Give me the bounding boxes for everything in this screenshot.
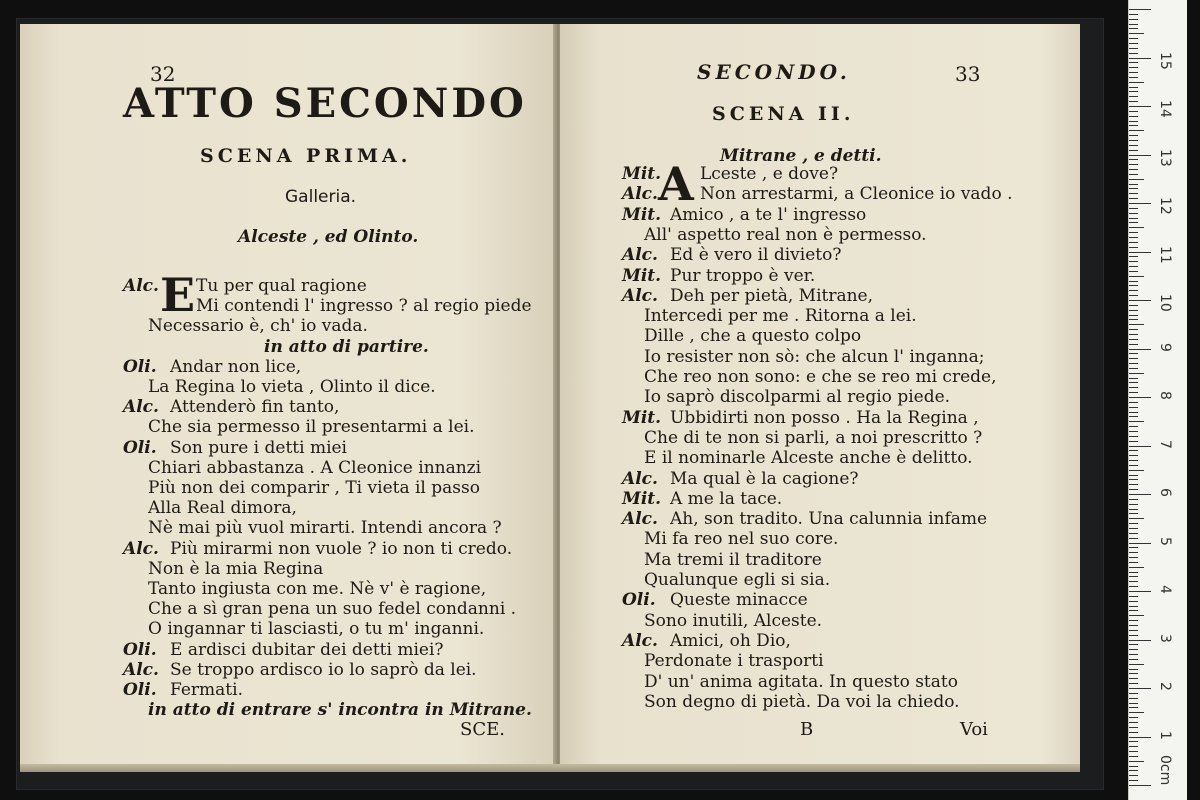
ruler-tick xyxy=(1129,159,1138,160)
ruler-tick xyxy=(1129,504,1138,505)
verse-line: Perdonate i trasporti xyxy=(644,651,824,672)
ruler-tick xyxy=(1129,339,1138,340)
ruler-tick xyxy=(1129,499,1138,500)
ruler-tick xyxy=(1129,688,1151,689)
ruler-tick xyxy=(1129,581,1138,582)
ruler-tick xyxy=(1129,319,1138,320)
ruler-tick xyxy=(1129,557,1138,558)
ruler-tick xyxy=(1129,756,1138,757)
ruler-tick xyxy=(1129,290,1138,291)
verse-line: Più non dei comparir , Ti vieta il passo xyxy=(148,478,480,498)
verse-line: Chiari abbastanza . A Cleonice innanzi xyxy=(148,457,482,478)
ruler-tick xyxy=(1129,96,1138,97)
ruler-tick xyxy=(1129,150,1138,151)
verse-line: Queste minacce xyxy=(670,590,808,611)
ruler-tick xyxy=(1129,455,1138,456)
ruler-tick xyxy=(1129,232,1138,233)
ruler-tick xyxy=(1129,717,1138,718)
characters: Mitrane , e detti. xyxy=(720,146,882,166)
ruler-tick xyxy=(1129,358,1138,359)
ruler-tick xyxy=(1129,91,1138,92)
ruler-tick xyxy=(1129,766,1138,767)
ruler-tick xyxy=(1129,203,1151,204)
verse-line: O ingannar ti lasciasti, o tu m' inganni. xyxy=(148,619,485,640)
left-page xyxy=(20,24,556,764)
ruler-tick xyxy=(1129,489,1138,490)
measuring-ruler xyxy=(1128,0,1187,800)
verse-line: Non arrestarmi, a Cleonice io vado . xyxy=(700,184,1013,205)
ruler-tick xyxy=(1129,174,1138,175)
ruler-tick xyxy=(1129,586,1138,587)
ruler-tick xyxy=(1129,344,1138,345)
ruler-tick xyxy=(1129,402,1138,403)
ruler-tick xyxy=(1129,523,1138,524)
ruler-tick xyxy=(1129,572,1138,573)
verse-line: D' un' anima agitata. In questo stato xyxy=(644,671,958,692)
ruler-tick xyxy=(1129,484,1138,485)
ruler-tick xyxy=(1129,465,1138,466)
ruler-number: 3 xyxy=(1157,633,1173,643)
verse-line: Che a sì gran pena un suo fedel condanni . xyxy=(148,599,517,620)
verse-line: Non è la mia Regina xyxy=(148,558,324,579)
ruler-tick xyxy=(1129,761,1144,762)
ruler-tick xyxy=(1129,494,1151,495)
speaker-label: Oli. xyxy=(123,437,157,458)
ruler-tick xyxy=(1129,28,1138,29)
ruler-tick xyxy=(1129,567,1144,568)
ruler-tick xyxy=(1129,509,1138,510)
verse-line: Fermati. xyxy=(170,680,243,700)
ruler-tick xyxy=(1129,38,1138,39)
ruler-tick xyxy=(1129,48,1138,49)
verse-line: Necessario è, ch' io vada. xyxy=(148,316,368,337)
ruler-number: 11 xyxy=(1157,245,1173,264)
speaker-label: Oli. xyxy=(123,639,157,660)
scene-title: SCENA PRIMA. xyxy=(200,145,412,167)
ruler-tick xyxy=(1129,155,1151,156)
speaker-label: Mit. xyxy=(622,204,662,225)
ruler-tick xyxy=(1129,14,1138,15)
ruler-tick xyxy=(1129,693,1138,694)
ruler-tick xyxy=(1129,635,1138,636)
ruler-number: 8 xyxy=(1157,391,1173,400)
speaker-label: Alc. xyxy=(123,276,159,296)
ruler-tick xyxy=(1129,111,1138,112)
stage-direction: in atto di entrare s' incontra in Mitrane. xyxy=(148,700,532,721)
verse-line: Intercedi per me . Ritorna a lei. xyxy=(644,306,917,327)
verse-line: Ed è vero il divieto? xyxy=(670,245,842,266)
ruler-tick xyxy=(1129,218,1138,219)
verse-line: A me la tace. xyxy=(670,488,783,509)
characters: Alceste , ed Olinto. xyxy=(238,227,419,247)
speaker-label: Oli. xyxy=(622,590,656,611)
ruler-tick xyxy=(1129,101,1138,102)
ruler-tick xyxy=(1129,421,1144,422)
speaker-label: Alc. xyxy=(622,184,658,205)
ruler-tick xyxy=(1129,543,1151,544)
ruler-tick xyxy=(1129,135,1138,136)
ruler-tick xyxy=(1129,518,1144,519)
ruler-tick xyxy=(1129,392,1138,393)
verse-line: Tanto ingiusta con me. Nè v' è ragione, xyxy=(148,579,487,599)
ruler-tick xyxy=(1129,441,1138,442)
ruler-tick xyxy=(1129,770,1138,771)
ruler-tick xyxy=(1129,513,1138,514)
verse-line: Deh per pietà, Mitrane, xyxy=(670,285,874,306)
ruler-number: 15 xyxy=(1157,51,1173,70)
ruler-tick xyxy=(1129,397,1151,398)
ruler-number: 13 xyxy=(1157,148,1173,167)
ruler-tick xyxy=(1129,363,1138,364)
ruler-tick xyxy=(1129,62,1138,63)
ruler-tick xyxy=(1129,640,1151,641)
verse-line: La Regina lo vieta , Olinto il dice. xyxy=(148,377,436,397)
ruler-tick xyxy=(1129,528,1138,529)
verse-line: Io resister non sò: che alcun l' inganna; xyxy=(644,346,985,367)
ruler-tick xyxy=(1129,53,1138,54)
speaker-label: Mit. xyxy=(622,407,662,428)
ruler-tick xyxy=(1129,237,1138,238)
ruler-tick xyxy=(1129,785,1151,786)
ruler-tick xyxy=(1129,349,1151,350)
ruler-tick xyxy=(1129,242,1138,243)
right-page xyxy=(560,24,1080,764)
ruler-tick xyxy=(1129,775,1138,776)
ruler-tick xyxy=(1129,179,1144,180)
ruler-number: 1 xyxy=(1157,730,1173,740)
ruler-tick xyxy=(1129,256,1138,257)
catchword: Voi xyxy=(960,719,988,740)
ruler-tick xyxy=(1129,305,1138,306)
ruler-tick xyxy=(1129,678,1138,679)
ruler-tick xyxy=(1129,659,1138,660)
ruler-tick xyxy=(1129,77,1138,78)
verse-line: Son degno di pietà. Da voi la chiedo. xyxy=(644,691,960,712)
ruler-number: 2 xyxy=(1157,682,1173,691)
ruler-tick xyxy=(1129,737,1151,738)
ruler-tick xyxy=(1129,601,1138,602)
speaker-label: Alc. xyxy=(123,659,159,680)
ruler-tick xyxy=(1129,276,1144,277)
ruler-tick xyxy=(1129,431,1138,432)
ruler-tick xyxy=(1129,261,1138,262)
verse-line: Dille , che a questo colpo xyxy=(644,326,862,347)
ruler-tick xyxy=(1129,387,1138,388)
ruler-number: 10 xyxy=(1157,294,1173,312)
ruler-tick xyxy=(1129,315,1138,316)
speaker-label: Alc. xyxy=(123,397,159,418)
speaker-label: Alc. xyxy=(622,245,658,266)
ruler-tick xyxy=(1129,683,1138,684)
ruler-tick xyxy=(1129,285,1138,286)
ruler-number: 0cm xyxy=(1157,755,1173,786)
ruler-tick xyxy=(1129,106,1151,107)
speaker-label: Oli. xyxy=(123,680,157,700)
verse-line: Ma qual è la cagione? xyxy=(670,468,859,489)
ruler-number: 14 xyxy=(1157,100,1173,118)
ruler-tick xyxy=(1129,615,1144,616)
ruler-tick xyxy=(1129,412,1138,413)
ruler-tick xyxy=(1129,475,1138,476)
verse-line: Più mirarmi non vuole ? io non ti credo. xyxy=(170,538,513,559)
verse-line: Che sia permesso il presentarmi a lei. xyxy=(148,417,475,438)
speaker-label: Oli. xyxy=(123,356,157,377)
verse-line: Alla Real dimora, xyxy=(148,498,297,519)
ruler-tick xyxy=(1129,576,1138,577)
ruler-tick xyxy=(1129,58,1151,59)
ruler-number: 7 xyxy=(1157,439,1173,449)
ruler-tick xyxy=(1129,407,1138,408)
ruler-tick xyxy=(1129,533,1138,534)
ruler-tick xyxy=(1129,213,1138,214)
verse-line: Amico , a te l' ingresso xyxy=(670,204,867,225)
ruler-tick xyxy=(1129,247,1138,248)
ruler-tick xyxy=(1129,649,1138,650)
ruler-tick xyxy=(1129,669,1138,670)
speaker-label: Alc. xyxy=(123,538,159,559)
speaker-label: Alc. xyxy=(622,509,658,530)
ruler-tick xyxy=(1129,562,1138,563)
ruler-tick xyxy=(1129,82,1144,83)
ruler-tick xyxy=(1129,446,1151,447)
ruler-tick xyxy=(1129,727,1138,728)
ruler-tick xyxy=(1129,751,1138,752)
ruler-tick xyxy=(1129,227,1144,228)
ruler-tick xyxy=(1129,703,1138,704)
ruler-tick xyxy=(1129,184,1138,185)
ruler-tick xyxy=(1129,310,1138,311)
ruler-tick xyxy=(1129,547,1138,548)
verse-line: Son pure i detti miei xyxy=(170,437,347,458)
ruler-tick xyxy=(1129,596,1138,597)
ruler-tick xyxy=(1129,271,1138,272)
ruler-tick xyxy=(1129,698,1138,699)
verse-line: Tu per qual ragione xyxy=(196,276,367,296)
verse-line: Qualunque egli si sia. xyxy=(644,570,831,590)
verse-line: Mi contendi l' ingresso ? al regio piede xyxy=(196,296,532,317)
running-head: SECONDO. xyxy=(697,60,851,84)
ruler-tick xyxy=(1129,373,1144,374)
ruler-tick xyxy=(1129,116,1138,117)
ruler-tick xyxy=(1129,222,1138,223)
speaker-label: Alc. xyxy=(622,285,658,306)
ruler-tick xyxy=(1129,208,1138,209)
signature-mark: B xyxy=(800,719,814,740)
ruler-tick xyxy=(1129,266,1138,267)
setting: Galleria. xyxy=(285,187,357,207)
speaker-label: Mit. xyxy=(622,265,662,286)
ruler-tick xyxy=(1129,87,1138,88)
verse-line: All' aspetto real non è permesso. xyxy=(644,224,927,245)
ruler-tick xyxy=(1129,145,1138,146)
ruler-tick xyxy=(1129,295,1138,296)
ruler-tick xyxy=(1129,193,1138,194)
ruler-tick xyxy=(1129,591,1151,592)
ruler-tick xyxy=(1129,67,1138,68)
ruler-tick xyxy=(1129,538,1138,539)
ruler-tick xyxy=(1129,33,1144,34)
ruler-tick xyxy=(1129,164,1138,165)
ruler-tick xyxy=(1129,712,1144,713)
ruler-tick xyxy=(1129,741,1138,742)
ruler-tick xyxy=(1129,125,1138,126)
ruler-tick xyxy=(1129,19,1138,20)
ruler-tick xyxy=(1129,460,1138,461)
ruler-tick xyxy=(1129,746,1138,747)
ruler-tick xyxy=(1129,188,1138,189)
ruler-tick xyxy=(1129,368,1138,369)
page-number: 33 xyxy=(955,62,981,86)
verse-line: Sono inutili, Alceste. xyxy=(644,610,823,631)
verse-line: Mi fa reo nel suo core. xyxy=(644,529,839,550)
ruler-tick xyxy=(1129,43,1138,44)
ruler-number: 4 xyxy=(1157,585,1173,594)
ruler-tick xyxy=(1129,707,1138,708)
verse-line: Andar non lice, xyxy=(170,356,302,377)
ruler-number: 5 xyxy=(1157,536,1173,546)
ruler-tick xyxy=(1129,252,1151,253)
scene-title: SCENA II. xyxy=(712,103,855,125)
ruler-tick xyxy=(1129,780,1138,781)
ruler-tick xyxy=(1129,416,1138,417)
ruler-tick xyxy=(1129,654,1138,655)
ruler-tick xyxy=(1129,72,1138,73)
catchword: SCE. xyxy=(460,719,505,740)
stage-direction: in atto di partire. xyxy=(264,336,429,357)
verse-line: Pur troppo è ver. xyxy=(670,265,816,286)
open-book xyxy=(20,24,1086,776)
ruler-tick xyxy=(1129,300,1151,301)
ruler-tick xyxy=(1129,620,1138,621)
verse-line: E il nominarle Alceste anche è delitto. xyxy=(644,448,973,469)
verse-line: Attenderò fin tanto, xyxy=(170,397,340,418)
verse-line: Amici, oh Dio, xyxy=(670,630,791,651)
ruler-tick xyxy=(1129,606,1138,607)
speaker-label: Alc. xyxy=(622,630,658,651)
ruler-tick xyxy=(1129,470,1144,471)
speaker-label: Alc. xyxy=(622,468,658,489)
ruler-tick xyxy=(1129,24,1138,25)
verse-line: Che di te non si parli, a noi prescritto ? xyxy=(644,427,983,448)
ruler-tick xyxy=(1129,382,1138,383)
ruler-tick xyxy=(1129,169,1138,170)
drop-cap: A xyxy=(658,157,694,211)
verse-line: Ah, son tradito. Una calunnia infame xyxy=(670,509,988,530)
ruler-tick xyxy=(1129,198,1138,199)
ruler-tick xyxy=(1129,732,1138,733)
ruler-tick xyxy=(1129,610,1138,611)
ruler-tick xyxy=(1129,334,1138,335)
ruler-tick xyxy=(1129,9,1151,10)
ruler-tick xyxy=(1129,353,1138,354)
ruler-tick xyxy=(1129,625,1138,626)
ruler-tick xyxy=(1129,130,1144,131)
ruler-tick xyxy=(1129,329,1138,330)
ruler-tick xyxy=(1129,664,1144,665)
speaker-label: Mit. xyxy=(622,164,662,184)
verse-line: E ardisci dubitar dei detti miei? xyxy=(170,639,444,660)
page-number: 32 xyxy=(150,62,176,86)
ruler-tick xyxy=(1129,121,1138,122)
verse-line: Io saprò discolparmi al regio piede. xyxy=(644,387,951,408)
drop-cap: E xyxy=(160,268,196,322)
ruler-tick xyxy=(1129,426,1138,427)
ruler-tick xyxy=(1129,140,1138,141)
verse-line: Ubbidirti non posso . Ha la Regina , xyxy=(670,407,979,428)
ruler-tick xyxy=(1129,281,1138,282)
ruler-tick xyxy=(1129,378,1138,379)
ruler-number: 6 xyxy=(1157,488,1173,497)
ruler-tick xyxy=(1129,479,1138,480)
verse-line: Ma tremi il traditore xyxy=(644,549,822,570)
verse-line: Se troppo ardisco io lo saprò da lei. xyxy=(170,659,477,680)
ruler-tick xyxy=(1129,552,1138,553)
ruler-number: 12 xyxy=(1157,197,1173,215)
verse-line: Nè mai più vuol mirarti. Intendi ancora ? xyxy=(148,518,502,539)
ruler-number: 9 xyxy=(1157,342,1173,352)
ruler-tick xyxy=(1129,673,1138,674)
act-title: ATTO SECONDO xyxy=(123,80,527,127)
ruler-tick xyxy=(1129,630,1138,631)
ruler-tick xyxy=(1129,644,1138,645)
speaker-label: Mit. xyxy=(622,488,662,509)
ruler-tick xyxy=(1129,450,1138,451)
ruler-tick xyxy=(1129,324,1144,325)
verse-line: Lceste , e dove? xyxy=(700,164,839,184)
ruler-tick xyxy=(1129,722,1138,723)
ruler-tick xyxy=(1129,436,1138,437)
verse-line: Che reo non sono: e che se reo mi crede, xyxy=(644,367,997,387)
